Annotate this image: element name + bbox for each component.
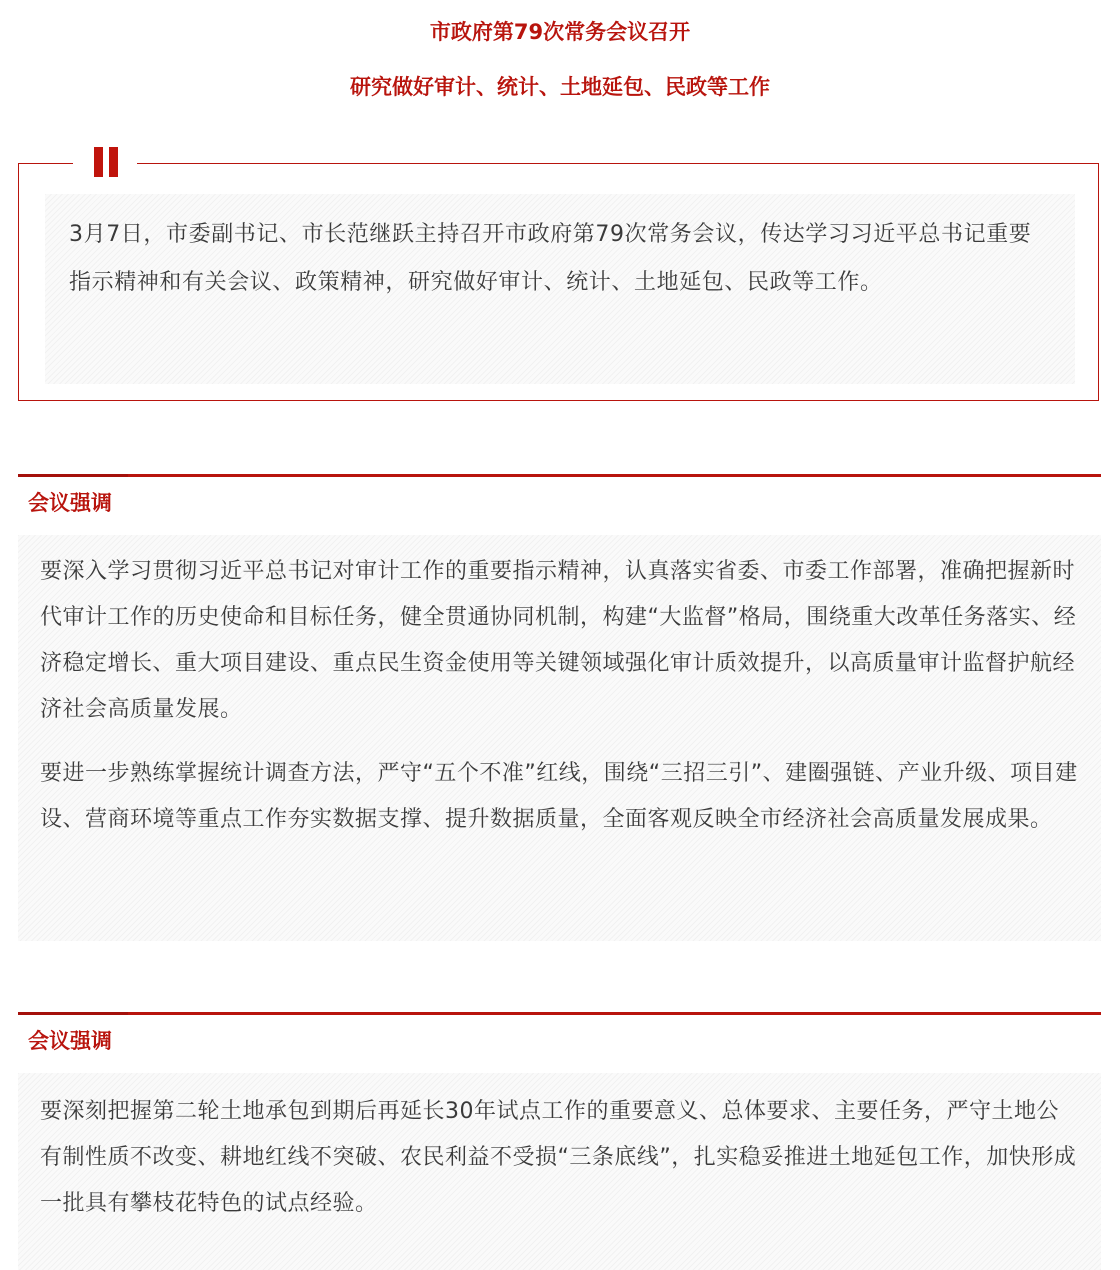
intro-box xyxy=(18,163,1099,401)
paragraph: 要进一步熟练掌握统计调查方法，严守“五个不准”红线，围绕“三招三引”、建圈强链、产业升级、项目建设、营商环境等重点工作夯实数据支撑、提升数据质量，全面客观反映全市经济社会高质量发展成果。 xyxy=(40,761,1078,832)
paragraph: 要深入学习贯彻习近平总书记对审计工作的重要指示精神，认真落实省委、市委工作部署，准确把握新时代审计工作的历史使命和目标任务，健全贯通协同机制，构建“大监督”格局，围绕重大改革任务落实、经济稳定增长、重大项目建设、重点民生资金使用等关键领域强化审计质效提升，以高质量审计监督护航经济社会高质量发展。 xyxy=(40,559,1077,722)
section-title: 会议强调 xyxy=(28,491,112,515)
article-title-line2: 研究做好审计、统计、土地延包、民政等工作 xyxy=(350,75,770,99)
quote-mark-icon xyxy=(92,147,120,177)
meeting-section-1 xyxy=(18,474,1101,944)
section-divider xyxy=(18,1012,1101,1015)
intro-paragraph: 3月7日，市委副书记、市长范继跃主持召开市政府第79次常务会议，传达学习习近平总书记重要指示精神和有关会议、政策精神，研究做好审计、统计、土地延包、民政等工作。 xyxy=(45,194,1075,384)
article-title-line1: 市政府第79次常务会议召开 xyxy=(429,20,691,44)
section-divider xyxy=(18,474,1101,477)
paragraph: 要深刻把握第二轮土地承包到期后再延长30年试点工作的重要意义、总体要求、主要任务，严守土地公有制性质不改变、耕地红线不突破、农民利益不受损“三条底线”，扎实稳妥推进土地延包工作，加快形成一批具有攀枝花特色的试点经验。 xyxy=(40,1099,1077,1216)
section-title: 会议强调 xyxy=(28,1029,112,1053)
section-body xyxy=(18,1073,1101,1270)
section-body xyxy=(18,535,1101,941)
meeting-section-2 xyxy=(18,1012,1101,1270)
